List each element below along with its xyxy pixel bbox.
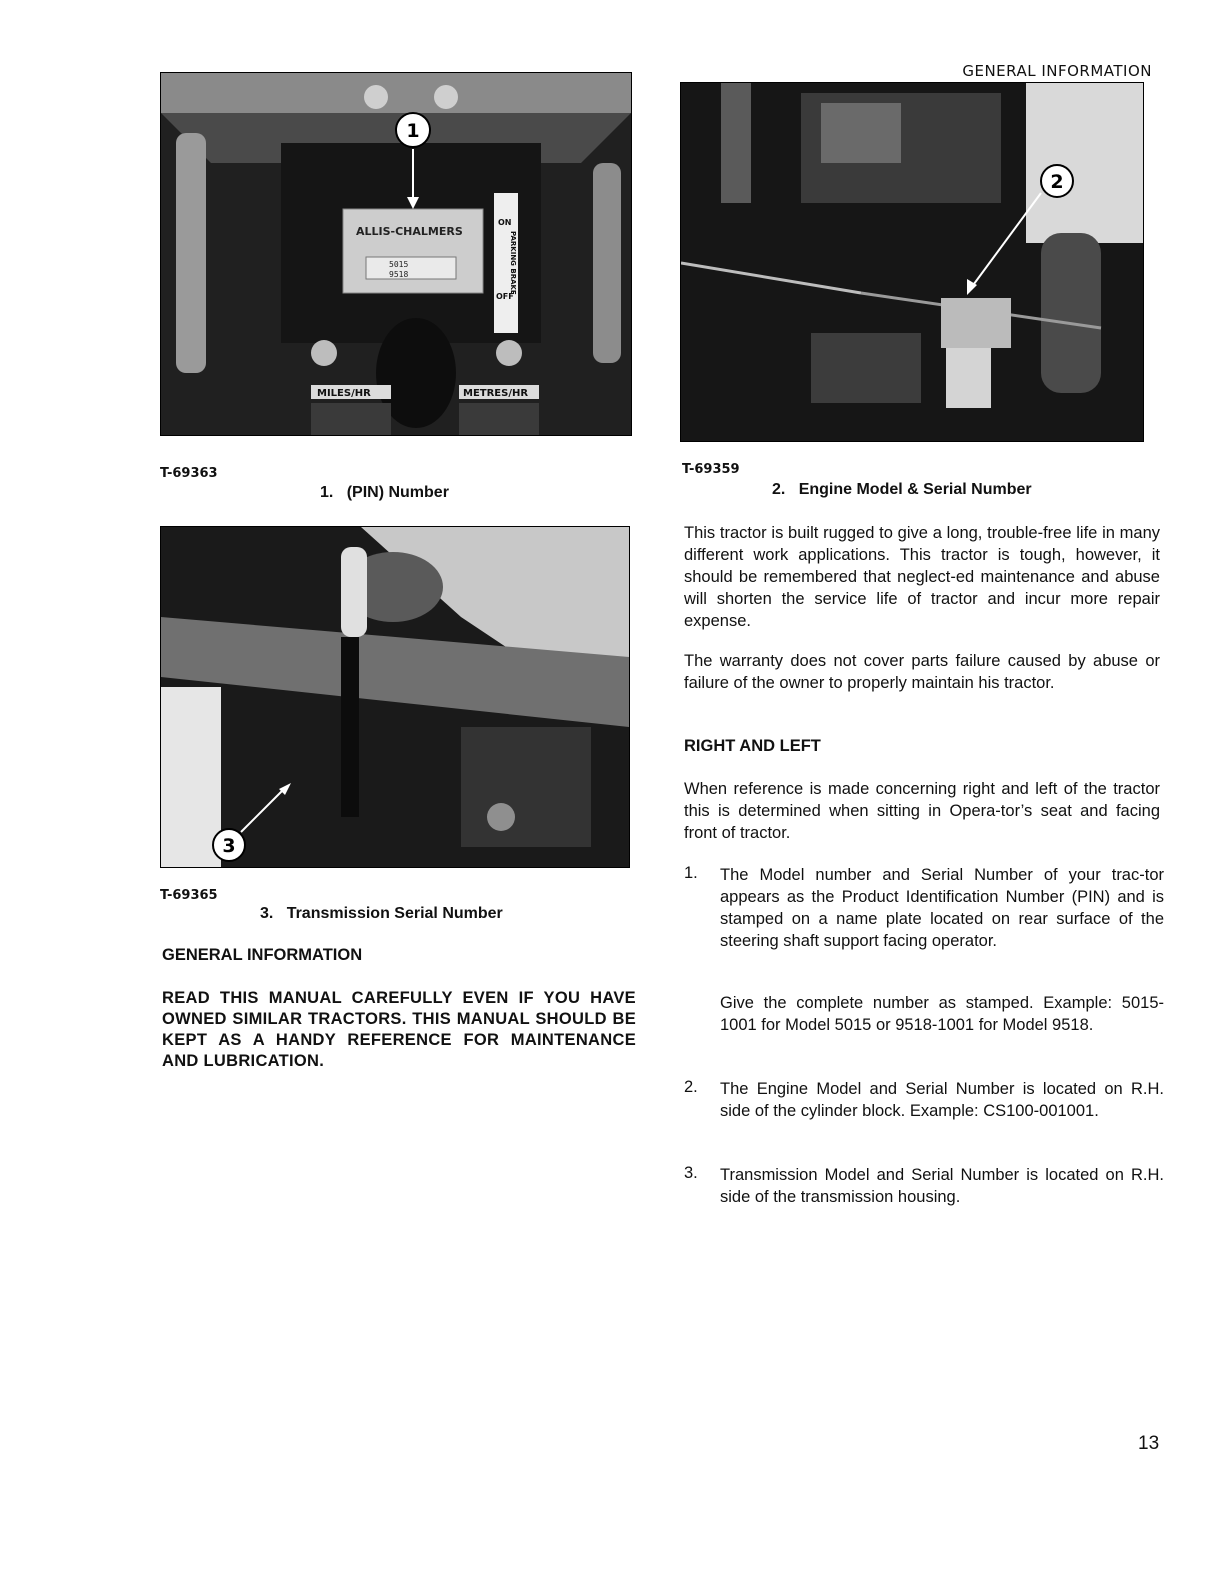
list-item-3-text: Transmission Model and Serial Number is located on R.H. side of the transmission housing.	[720, 1166, 1164, 1206]
figure-2-photo	[680, 82, 1144, 442]
figure-3-title: Transmission Serial Number	[286, 905, 503, 922]
callout-2-label: 2	[1050, 171, 1064, 193]
gauge-left-text: MILES/HR	[317, 388, 371, 399]
figure-3-photo	[160, 526, 630, 868]
callout-1-label: 1	[406, 120, 420, 142]
list-item-1-text: The Model number and Serial Number of your trac-tor appears as the Product Identification Number (PIN) and is stamped on a name plate located on rear surface of the steering shaft support facing operator.	[720, 866, 1164, 950]
switch-on-text: ON	[498, 218, 512, 227]
parking-brake-text: PARKING BRAKE	[509, 231, 517, 295]
figure-2-caption	[772, 481, 1032, 499]
figure-3-caption	[260, 905, 503, 923]
plate-model-text-2: 9518	[389, 270, 409, 279]
figure-1-photo	[160, 72, 632, 436]
list-item-1-number: 1.	[684, 864, 698, 882]
intro-paragraph: This tractor is built rugged to give a long, trouble-free life in many different work applications. This tractor is tough, however, it should be remembered that neglect-ed maintenance and abuse will shorten the service life of tractor and incur more repair expense.	[684, 524, 1160, 630]
right-and-left-heading: RIGHT AND LEFT	[684, 737, 821, 755]
read-manual-warning: READ THIS MANUAL CAREFULLY EVEN IF YOU HAVE OWNED SIMILAR TRACTORS. THIS MANUAL SHOULD BE KEPT AS A HANDY REFERENCE FOR MAINTENANCE AND LUBRICATION.	[162, 989, 636, 1070]
figure-1-number: 1.	[320, 484, 334, 501]
list-item-3-number: 3.	[684, 1164, 698, 1182]
plate-brand-text: ALLIS-CHALMERS	[356, 225, 463, 238]
list-item-2-text: The Engine Model and Serial Number is located on R.H. side of the cylinder block. Example: CS100-001001.	[720, 1080, 1164, 1120]
running-header: GENERAL INFORMATION	[962, 62, 1152, 80]
figure-2-number: 2.	[772, 481, 786, 498]
warranty-paragraph: The warranty does not cover parts failure caused by abuse or failure of the owner to properly maintain his tractor.	[684, 652, 1160, 692]
page-number: 13	[1138, 1433, 1160, 1454]
figure-3-number: 3.	[260, 905, 274, 922]
gauge-right-text: METRES/HR	[463, 388, 529, 399]
plate-model-text: 5015	[389, 260, 409, 269]
switch-off-text: OFF	[496, 292, 514, 301]
callout-3-label: 3	[222, 835, 236, 857]
list-item-1-example: Give the complete number as stamped. Example: 5015-1001 for Model 5015 or 9518-1001 for Model 9518.	[720, 994, 1164, 1034]
figure-1-caption	[320, 484, 449, 502]
figure-3-id: T-69365	[160, 888, 218, 903]
list-item-2-number: 2.	[684, 1078, 698, 1096]
figure-2-id: T-69359	[682, 462, 740, 477]
right-left-paragraph: When reference is made concerning right and left of the tractor this is determined when sitting in Opera-tor’s seat and facing front of tractor.	[684, 780, 1160, 842]
general-information-heading: GENERAL INFORMATION	[162, 946, 363, 964]
figure-1-id: T-69363	[160, 466, 218, 481]
figure-2-title: Engine Model & Serial Number	[798, 481, 1032, 498]
figure-1-title: (PIN) Number	[346, 484, 449, 501]
